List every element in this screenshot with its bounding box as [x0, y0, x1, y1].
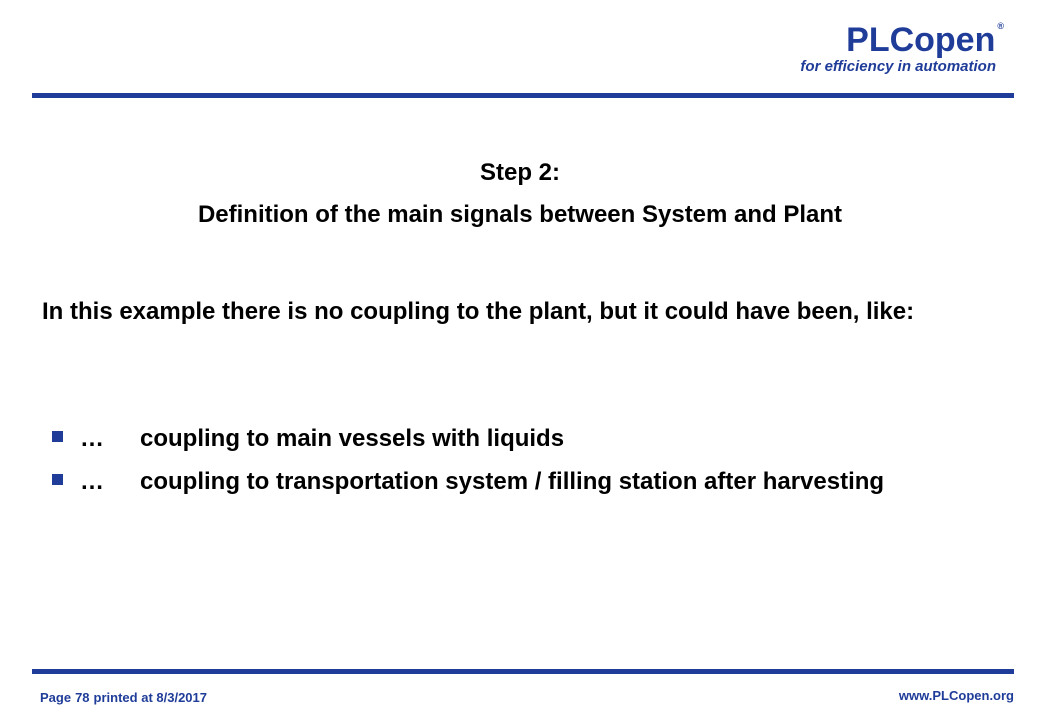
brand-tagline: for efficiency in automation: [800, 58, 996, 75]
brand-name: PLCopen: [846, 21, 996, 59]
intro-paragraph: In this example there is no coupling to the plant, but it could have been, like:: [42, 298, 915, 325]
list-item: [48, 466, 988, 497]
page-info: [40, 690, 211, 705]
bullet-text: coupling to main vessels with liquids: [140, 425, 565, 452]
bullet-prefix: …: [80, 468, 104, 495]
printed-date: printed at 8/3/2017: [93, 690, 207, 705]
step-label: Step 2:: [479, 159, 560, 186]
website-link[interactable]: www.PLCopen.org: [898, 688, 1014, 703]
header-divider: [32, 93, 1014, 98]
registered-mark: ®: [997, 21, 1004, 31]
list-item: [48, 423, 988, 454]
footer-divider: [32, 669, 1014, 674]
page-number: 78: [75, 690, 90, 705]
slide-title: [0, 156, 1040, 232]
page-label: Page: [40, 690, 72, 705]
square-bullet-icon: [52, 431, 63, 442]
bullet-prefix: …: [80, 425, 104, 452]
bullet-list: [48, 423, 988, 509]
slide-heading: Definition of the main signals between System and Plant: [197, 201, 843, 228]
brand-logo: [800, 20, 1004, 76]
square-bullet-icon: [52, 474, 63, 485]
bullet-text: coupling to transportation system / filling station after harvesting: [140, 468, 885, 495]
